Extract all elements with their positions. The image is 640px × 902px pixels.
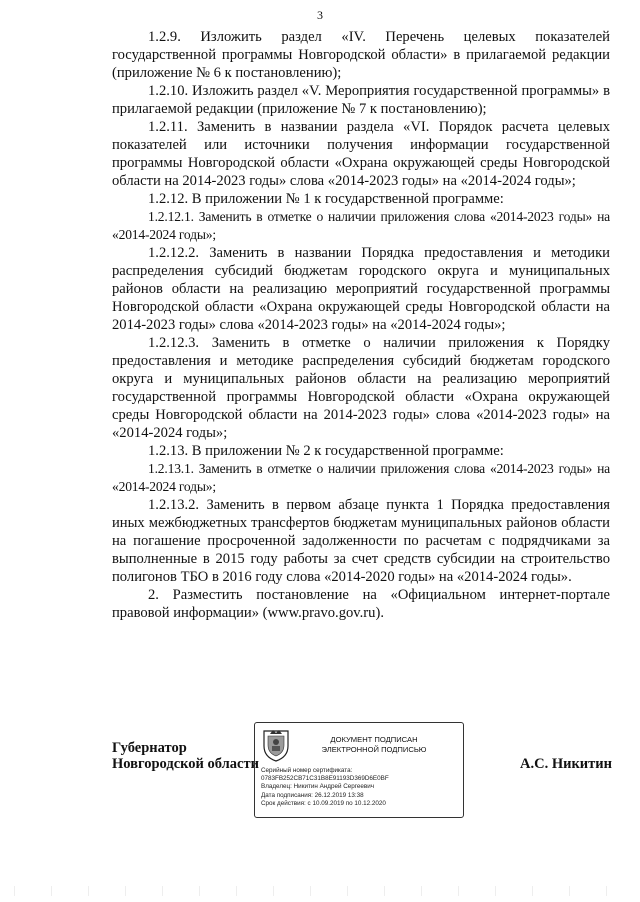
- coat-of-arms-icon: [261, 728, 291, 762]
- scan-noise: [0, 886, 640, 896]
- stamp-header-line1: ДОКУМЕНТ ПОДПИСАН: [330, 735, 418, 744]
- paragraph-1-2-12-1: 1.2.12.1. Заменить в отметке о наличии приложения слова «2014-2023 годы» на «2014-2024 годы»;: [112, 209, 610, 242]
- paragraph-2: 2. Разместить постановление на «Официальном интернет-портале правовой информации» (www.pravo.gov.ru).: [112, 587, 610, 621]
- stamp-serial-label: Серийный номер сертификата:: [261, 767, 353, 774]
- stamp-serial: 0783FB252CB71C31B8E91193D369D6E0BF: [261, 775, 389, 783]
- paragraph-1-2-10: 1.2.10. Изложить раздел «V. Мероприятия государственной программы» в прилагаемой редакции (приложение № 7 к постановлению);: [112, 83, 610, 117]
- paragraph-1-2-12-2: 1.2.12.2. Заменить в названии Порядка предоставления и методики распределения субсидий бюджетам городского округа и муниципальных районов области на реализацию мероприятий государственной программы Новгородской области «Охрана окружающей среды Новгородской области на 2014-2023 годы» слова «2014-2023 годы» на «2014-2024 годы»;: [112, 245, 610, 333]
- signature-block: [112, 722, 640, 822]
- electronic-signature-stamp: [254, 722, 464, 818]
- paragraph-1-2-12-3: 1.2.12.3. Заменить в отметке о наличии приложения к Порядку предоставления и методике распределения субсидий бюджетам городского округа и муниципальных районов области на реализацию мероприятий государственной программы Новгородской области «Охрана окружающей среды Новгородской области на 2014-2023 годы» слова «2014-2023 годы» на «2014-2024 годы»;: [112, 335, 610, 441]
- signatory-title: [112, 740, 259, 772]
- signatory-name: А.С. Никитин: [520, 756, 612, 772]
- paragraph-1-2-9: 1.2.9. Изложить раздел «IV. Перечень целевых показателей государственной программы Новгородской области» в прилагаемой редакции (приложение № 6 к постановлению);: [112, 29, 610, 81]
- paragraph-1-2-11: 1.2.11. Заменить в названии раздела «VI. Порядок расчета целевых показателей или источники получения информации государственной программы Новгородской области «Охрана окружающей среды Новгородской области на 2014-2023 годы» слова «2014-2023 годы» на «2014-2024 годы»;: [112, 119, 610, 189]
- paragraph-1-2-12: 1.2.12. В приложении № 1 к государственной программе:: [148, 191, 504, 207]
- paragraph-1-2-13-2: 1.2.13.2. Заменить в первом абзаце пункта 1 Порядка предоставления иных межбюджетных трансфертов бюджетам муниципальных районов области на погашение просроченной задолженности по расчетам с подрядчиками за выполненные в 2015 году работы за счет средств субсидии на строительство полигонов ТБО в 2016 году слова «2014-2020 годы» на «2014-2024 годы».: [112, 497, 610, 585]
- signatory-title-line2: Новгородской области: [112, 756, 259, 772]
- page-number: 3: [317, 8, 323, 22]
- stamp-header-line2: ЭЛЕКТРОННОЙ ПОДПИСЬЮ: [321, 745, 427, 754]
- stamp-owner: Владелец: Никитин Андрей Сергеевич: [261, 783, 375, 791]
- signatory-title-line1: Губернатор: [112, 740, 187, 756]
- stamp-validity: Срок действия: с 10.09.2019 по 10.12.2020: [261, 799, 386, 807]
- document-body: [112, 28, 610, 622]
- stamp-signed-date: Дата подписания: 26.12.2019 13:38: [261, 791, 364, 799]
- paragraph-1-2-13-1: 1.2.13.1. Заменить в отметке о наличии приложения слова «2014-2023 годы» на «2014-2024 годы»;: [112, 461, 610, 494]
- paragraph-1-2-13: 1.2.13. В приложении № 2 к государственной программе:: [148, 443, 504, 459]
